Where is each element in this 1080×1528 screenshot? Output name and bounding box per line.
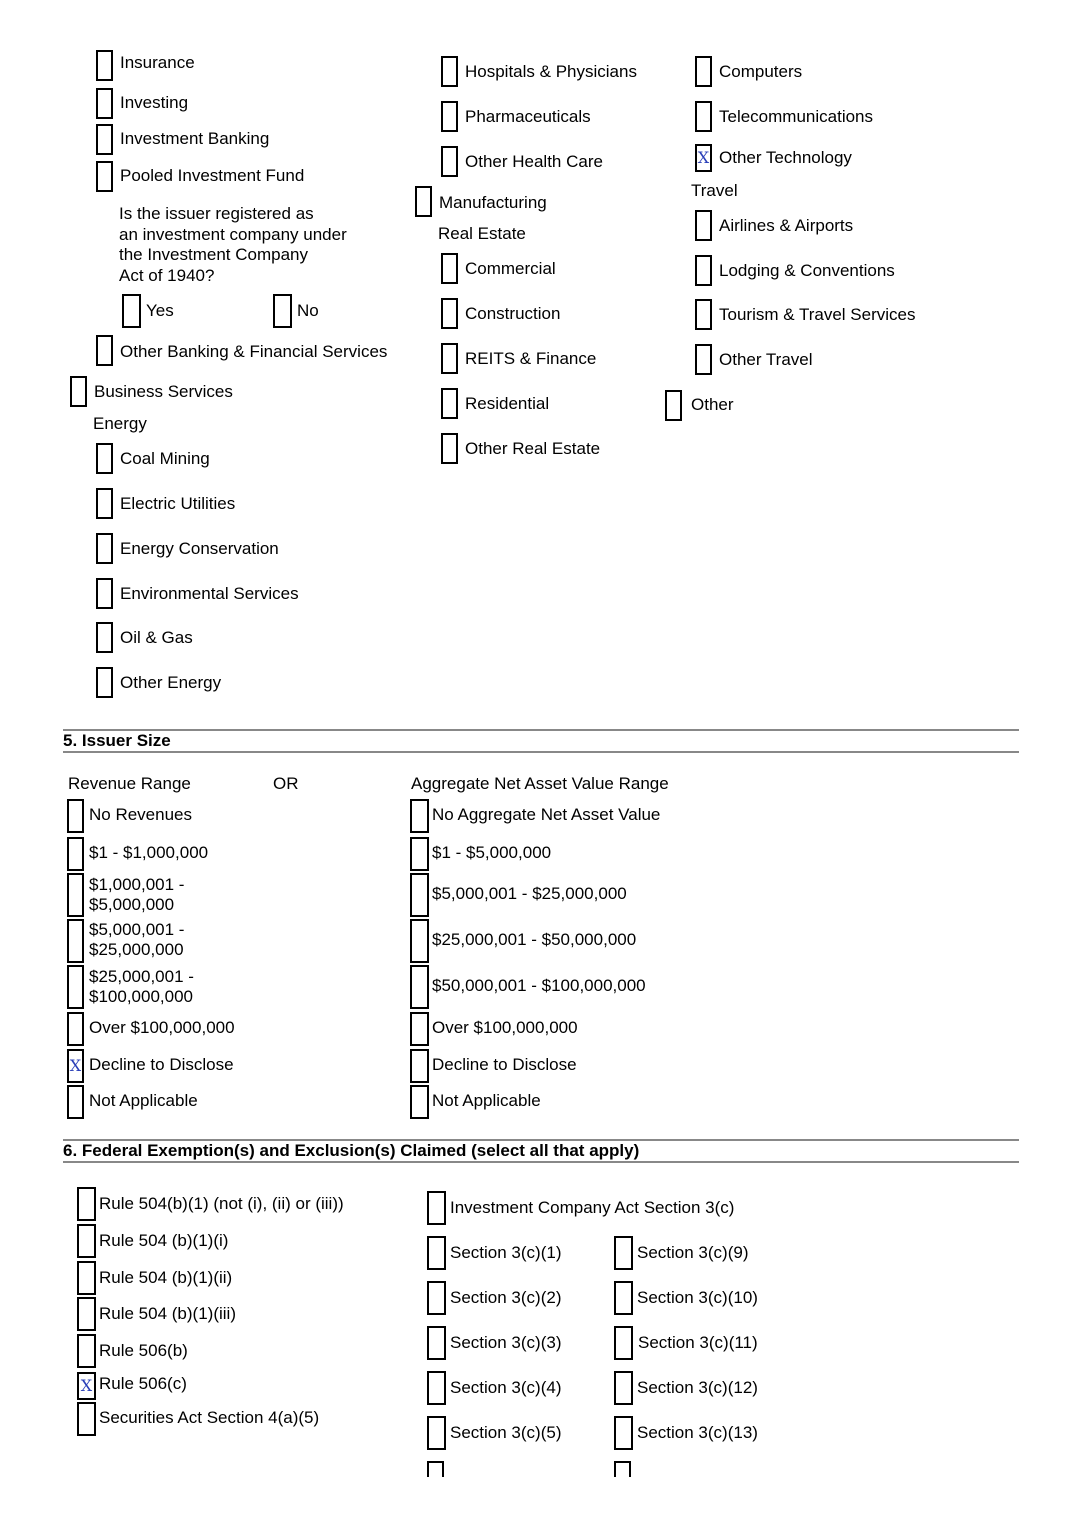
label-other-travel: Other Travel	[719, 350, 813, 369]
checkbox-box[interactable]	[67, 919, 84, 963]
label-yes: Yes	[146, 301, 174, 320]
checkbox-box[interactable]	[77, 1224, 96, 1258]
question-line: Is the issuer registered as	[119, 204, 314, 223]
checkbox-box[interactable]	[96, 335, 113, 366]
label-airlines: Airlines & Airports	[719, 216, 854, 235]
label-section-3c4: Section 3(c)(4)	[450, 1378, 562, 1397]
checkbox-box[interactable]	[96, 488, 113, 519]
checkbox-box[interactable]	[122, 294, 141, 328]
label-nav-2: $5,000,001 - $25,000,000	[432, 884, 627, 903]
checkbox-box[interactable]	[695, 210, 712, 241]
checkbox-box[interactable]	[427, 1281, 446, 1315]
question-line: Act of 1940?	[119, 265, 215, 285]
check-mark-icon: X	[697, 148, 710, 167]
label-section-3c5: Section 3(c)(5)	[450, 1423, 562, 1442]
question-line: an investment company under	[119, 224, 347, 244]
label-line: $1,000,001 -	[89, 875, 185, 894]
checkbox-box[interactable]	[77, 1372, 96, 1400]
nav-range-heading: Aggregate Net Asset Value Range	[411, 774, 669, 793]
label-section-3c2: Section 3(c)(2)	[450, 1288, 562, 1307]
label-nav-1: $1 - $5,000,000	[432, 843, 552, 862]
label-revenue-3	[89, 920, 184, 960]
label-ica-3c: Investment Company Act Section 3(c)	[450, 1198, 735, 1217]
checkbox-box[interactable]	[441, 56, 458, 87]
label-line: $25,000,001 -	[89, 967, 194, 986]
label-investment-banking: Investment Banking	[120, 129, 270, 148]
checkbox-box[interactable]	[96, 578, 113, 609]
issuer-size-title: 5. Issuer Size	[63, 731, 171, 750]
checkbox-box[interactable]	[410, 919, 429, 963]
checkbox-box[interactable]	[441, 343, 458, 374]
checkbox-box[interactable]	[77, 1297, 96, 1331]
label-rule-504b1i: Rule 504 (b)(1)(i)	[99, 1231, 229, 1250]
checkbox-box[interactable]	[77, 1334, 96, 1368]
checkbox-box[interactable]	[695, 299, 712, 330]
label-other-real-estate: Other Real Estate	[465, 439, 601, 458]
label-commercial: Commercial	[465, 259, 556, 278]
label-other-technology: Other Technology	[719, 148, 852, 167]
label-other-health-care: Other Health Care	[465, 152, 603, 171]
checkbox-box[interactable]	[695, 101, 712, 132]
checkbox-box[interactable]	[410, 837, 429, 871]
checkbox-box[interactable]	[410, 1049, 429, 1083]
checkbox-box[interactable]	[614, 1281, 633, 1315]
label-revenue-4	[89, 967, 194, 1007]
label-line: $5,000,000	[89, 895, 175, 914]
check-mark-icon: X	[69, 1056, 82, 1075]
label-section-3c13: Section 3(c)(13)	[637, 1423, 758, 1442]
label-revenue-2	[89, 875, 184, 915]
label-section-3c9: Section 3(c)(9)	[637, 1243, 749, 1262]
checkbox-box[interactable]	[665, 390, 682, 421]
label-section-3c12: Section 3(c)(12)	[637, 1378, 758, 1397]
check-mark-icon: X	[80, 1376, 93, 1395]
label-section-3c3: Section 3(c)(3)	[450, 1333, 562, 1352]
label-section-3c1: Section 3(c)(1)	[450, 1243, 562, 1262]
label-line: $100,000,000	[89, 987, 193, 1006]
label-rule-506c: Rule 506(c)	[99, 1374, 187, 1393]
label-oil-gas: Oil & Gas	[120, 628, 193, 647]
checkbox-box[interactable]	[614, 1416, 633, 1450]
label-investing: Investing	[120, 93, 189, 112]
label-residential: Residential	[465, 394, 550, 413]
checkbox-box[interactable]	[96, 161, 113, 192]
investment-company-question	[119, 204, 347, 286]
checkbox-box[interactable]	[427, 1326, 446, 1360]
checkbox-box[interactable]	[695, 144, 712, 172]
label-no-revenues: No Revenues	[89, 805, 193, 824]
label-nav-4: $50,000,001 - $100,000,000	[432, 976, 646, 995]
label-revenue-na: Not Applicable	[89, 1091, 198, 1110]
label-line: $25,000,000	[89, 940, 184, 959]
checkbox-box[interactable]	[415, 186, 432, 217]
checkbox-partial[interactable]	[427, 1461, 444, 1477]
checkbox-box[interactable]	[410, 799, 429, 833]
label-environmental-services: Environmental Services	[120, 584, 299, 603]
checkbox-partial[interactable]	[614, 1461, 631, 1477]
or-label: OR	[273, 774, 299, 793]
checkbox-box[interactable]	[441, 388, 458, 419]
label-pooled-investment-fund: Pooled Investment Fund	[120, 166, 305, 185]
checkbox-box[interactable]	[441, 298, 458, 329]
exemptions-title: 6. Federal Exemption(s) and Exclusion(s) Claimed (select all that apply)	[63, 1141, 640, 1160]
section-divider	[63, 751, 1019, 753]
question-line: the Investment Company	[119, 245, 308, 264]
label-construction: Construction	[465, 304, 561, 323]
checkbox-box[interactable]	[70, 376, 87, 407]
label-rule-506b: Rule 506(b)	[99, 1341, 188, 1360]
section-divider	[63, 1161, 1019, 1163]
label-no: No	[297, 301, 319, 320]
checkbox-box[interactable]	[410, 1085, 429, 1119]
label-coal-mining: Coal Mining	[120, 449, 210, 468]
label-hospitals: Hospitals & Physicians	[465, 62, 637, 81]
label-business-services: Business Services	[94, 382, 233, 401]
label-revenue-1: $1 - $1,000,000	[89, 843, 209, 862]
label-section-3c11: Section 3(c)(11)	[638, 1333, 758, 1352]
label-revenue-over: Over $100,000,000	[89, 1018, 235, 1037]
label-revenue-decline: Decline to Disclose	[89, 1055, 234, 1074]
label-nav-over: Over $100,000,000	[432, 1018, 578, 1037]
checkbox-box[interactable]	[96, 124, 113, 155]
checkbox-box[interactable]	[441, 101, 458, 132]
energy-heading: Energy	[93, 414, 147, 433]
label-other-banking: Other Banking & Financial Services	[120, 342, 388, 361]
checkbox-box[interactable]	[77, 1187, 96, 1221]
checkbox-box[interactable]	[96, 533, 113, 564]
checkbox-box[interactable]	[77, 1402, 96, 1436]
checkbox-box[interactable]	[67, 873, 84, 917]
label-pharmaceuticals: Pharmaceuticals	[465, 107, 591, 126]
label-rule-504b1: Rule 504(b)(1) (not (i), (ii) or (iii))	[99, 1194, 344, 1213]
checkbox-box[interactable]	[427, 1191, 446, 1225]
checkbox-box[interactable]	[96, 667, 113, 698]
checkbox-box[interactable]	[441, 433, 458, 464]
checkbox-box[interactable]	[67, 1049, 84, 1083]
checkbox-box[interactable]	[427, 1236, 446, 1270]
checkbox-box[interactable]	[96, 50, 113, 81]
label-rule-504b1iii: Rule 504 (b)(1)(iii)	[99, 1304, 236, 1323]
label-line: $5,000,001 -	[89, 920, 185, 939]
checkbox-box[interactable]	[427, 1371, 446, 1405]
checkbox-box[interactable]	[410, 873, 429, 917]
checkbox-box[interactable]	[410, 1012, 429, 1046]
label-manufacturing: Manufacturing	[439, 193, 547, 212]
label-computers: Computers	[719, 62, 803, 81]
checkbox-box[interactable]	[614, 1236, 633, 1270]
label-section-3c10: Section 3(c)(10)	[637, 1288, 758, 1307]
checkbox-box[interactable]	[67, 837, 84, 871]
label-other-energy: Other Energy	[120, 673, 222, 692]
label-nav-none: No Aggregate Net Asset Value	[432, 805, 661, 824]
checkbox-box[interactable]	[441, 253, 458, 284]
label-nav-na: Not Applicable	[432, 1091, 541, 1110]
label-lodging: Lodging & Conventions	[719, 261, 895, 280]
checkbox-box[interactable]	[614, 1371, 633, 1405]
checkbox-box[interactable]	[427, 1416, 446, 1450]
label-telecommunications: Telecommunications	[719, 107, 874, 126]
revenue-range-heading: Revenue Range	[68, 774, 191, 793]
checkbox-box[interactable]	[67, 799, 84, 833]
checkbox-box[interactable]	[614, 1326, 633, 1360]
checkbox-box[interactable]	[96, 443, 113, 474]
travel-heading: Travel	[691, 181, 738, 200]
checkbox-box[interactable]	[410, 965, 429, 1009]
checkbox-box[interactable]	[441, 146, 458, 177]
checkbox-box[interactable]	[96, 88, 113, 119]
label-rule-504b1ii: Rule 504 (b)(1)(ii)	[99, 1268, 233, 1287]
label-reits: REITS & Finance	[465, 349, 597, 368]
label-nav-decline: Decline to Disclose	[432, 1055, 577, 1074]
label-nav-3: $25,000,001 - $50,000,000	[432, 930, 637, 949]
checkbox-box[interactable]	[96, 622, 113, 653]
checkbox-box[interactable]	[67, 1012, 84, 1046]
checkbox-box[interactable]	[695, 344, 712, 375]
label-insurance: Insurance	[120, 53, 195, 72]
checkbox-box[interactable]	[67, 1085, 84, 1119]
label-section-4a5: Securities Act Section 4(a)(5)	[99, 1408, 320, 1427]
real-estate-heading: Real Estate	[438, 224, 526, 243]
checkbox-box[interactable]	[67, 965, 84, 1009]
checkbox-box[interactable]	[695, 56, 712, 87]
checkbox-box[interactable]	[273, 294, 292, 328]
label-other: Other	[691, 395, 734, 414]
checkbox-box[interactable]	[695, 255, 712, 286]
checkbox-box[interactable]	[77, 1261, 96, 1295]
label-tourism: Tourism & Travel Services	[719, 305, 916, 324]
label-electric-utilities: Electric Utilities	[120, 494, 236, 513]
label-energy-conservation: Energy Conservation	[120, 539, 279, 558]
